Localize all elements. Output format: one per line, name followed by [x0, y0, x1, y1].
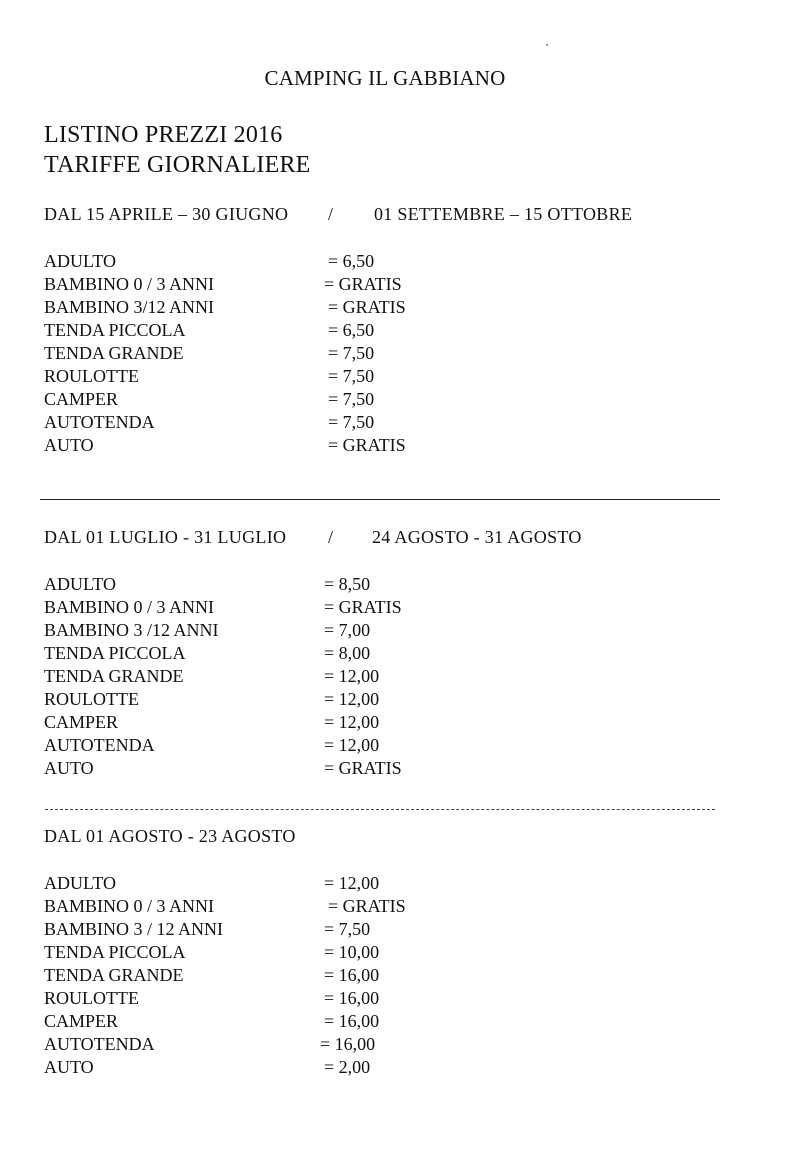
rate-label: TENDA PICCOLA	[44, 643, 186, 663]
rate-row	[44, 895, 406, 918]
camping-name: CAMPING IL GABBIANO	[264, 66, 506, 90]
rate-row	[44, 365, 406, 388]
rate-label: TENDA PICCOLA	[44, 942, 186, 962]
rate-price: = 8,50	[324, 574, 371, 594]
paper-speck	[546, 44, 548, 46]
rate-row	[44, 1056, 406, 1079]
rate-label: TENDA GRANDE	[44, 965, 184, 985]
rate-row	[44, 642, 402, 665]
rate-price: = GRATIS	[324, 274, 402, 294]
rate-price: = 16,00	[324, 1011, 380, 1031]
rate-row	[44, 296, 406, 319]
rate-label: BAMBINO 0 / 3 ANNI	[44, 597, 215, 617]
section-divider-dashed	[45, 809, 715, 810]
rate-price: = 2,00	[324, 1057, 371, 1077]
rate-row	[44, 872, 406, 895]
rate-label: ROULOTTE	[44, 366, 139, 386]
daily-rates-subtitle: TARIFFE GIORNALIERE	[44, 152, 311, 178]
rate-price: = 16,00	[324, 965, 380, 985]
rate-row	[44, 918, 406, 941]
rate-label: ADULTO	[44, 574, 117, 594]
rate-row	[44, 434, 406, 457]
rate-label: CAMPER	[44, 389, 119, 409]
rate-price: = GRATIS	[324, 597, 402, 617]
section-divider-solid	[40, 499, 720, 500]
rate-label: BAMBINO 3/12 ANNI	[44, 297, 215, 317]
rate-row	[44, 757, 402, 780]
rate-price: = 12,00	[324, 689, 380, 709]
rate-price: = 12,00	[324, 873, 380, 893]
rate-label: TENDA GRANDE	[44, 666, 184, 686]
rate-label: BAMBINO 3 /12 ANNI	[44, 620, 219, 640]
rate-row	[44, 411, 406, 434]
rate-price: = 12,00	[324, 735, 380, 755]
section-2-period-a: DAL 01 LUGLIO - 31 LUGLIO	[44, 527, 287, 547]
rate-price: = 7,50	[328, 412, 375, 432]
rate-price: = 16,00	[320, 1034, 376, 1054]
section-1-period-a: DAL 15 APRILE – 30 GIUGNO	[44, 204, 289, 224]
rate-row	[44, 273, 406, 296]
rate-row	[44, 388, 406, 411]
rate-label: AUTO	[44, 435, 94, 455]
section-1-rates	[44, 250, 406, 457]
rate-price: = 12,00	[324, 712, 380, 732]
section-2-period	[44, 527, 582, 548]
rate-price: = 8,00	[324, 643, 371, 663]
rate-row	[44, 619, 402, 642]
rate-price: = 12,00	[324, 666, 380, 686]
rate-price: = 10,00	[324, 942, 380, 962]
rate-price: = 16,00	[324, 988, 380, 1008]
rate-row	[44, 1033, 406, 1056]
rate-row	[44, 987, 406, 1010]
section-3-rates	[44, 872, 406, 1079]
rate-label: BAMBINO 3 / 12 ANNI	[44, 919, 224, 939]
section-2-period-b: 24 AGOSTO - 31 AGOSTO	[372, 527, 582, 547]
rate-label: AUTO	[44, 758, 94, 778]
rate-row	[44, 734, 402, 757]
section-1-period	[44, 204, 632, 225]
rate-row	[44, 941, 406, 964]
rate-row	[44, 342, 406, 365]
rate-label: BAMBINO 0 / 3 ANNI	[44, 896, 215, 916]
rate-price: = 7,50	[324, 919, 371, 939]
rate-label: AUTOTENDA	[44, 412, 155, 432]
rate-label: TENDA GRANDE	[44, 343, 184, 363]
rate-row	[44, 688, 402, 711]
rate-row	[44, 711, 402, 734]
rate-label: BAMBINO 0 / 3 ANNI	[44, 274, 215, 294]
rate-row	[44, 964, 406, 987]
section-1-separator: /	[328, 204, 334, 224]
rate-row	[44, 250, 406, 273]
rate-row	[44, 573, 402, 596]
rate-price: = 7,50	[328, 343, 375, 363]
rate-label: ROULOTTE	[44, 689, 139, 709]
rate-label: ROULOTTE	[44, 988, 139, 1008]
rate-price: = 6,50	[328, 320, 375, 340]
section-2-separator: /	[328, 527, 334, 547]
rate-label: AUTO	[44, 1057, 94, 1077]
rate-price: = GRATIS	[324, 758, 402, 778]
rate-row	[44, 665, 402, 688]
rate-price: = 6,50	[328, 251, 375, 271]
rate-row	[44, 319, 406, 342]
price-list-title: LISTINO PREZZI 2016	[44, 122, 283, 148]
rate-label: ADULTO	[44, 873, 117, 893]
rate-label: CAMPER	[44, 712, 119, 732]
rate-row	[44, 596, 402, 619]
rate-price: = 7,50	[328, 389, 375, 409]
rate-label: ADULTO	[44, 251, 117, 271]
rate-label: AUTOTENDA	[44, 735, 155, 755]
rate-price: = 7,50	[328, 366, 375, 386]
rate-price: = GRATIS	[328, 435, 406, 455]
rate-row	[44, 1010, 406, 1033]
section-1-period-b: 01 SETTEMBRE – 15 OTTOBRE	[374, 204, 633, 224]
rate-label: AUTOTENDA	[44, 1034, 155, 1054]
rate-price: = GRATIS	[328, 896, 406, 916]
rate-label: TENDA PICCOLA	[44, 320, 186, 340]
section-3-period	[44, 826, 296, 847]
rate-label: CAMPER	[44, 1011, 119, 1031]
section-3-period-a: DAL 01 AGOSTO - 23 AGOSTO	[44, 826, 296, 846]
rate-price: = GRATIS	[328, 297, 406, 317]
rate-price: = 7,00	[324, 620, 371, 640]
section-2-rates	[44, 573, 402, 780]
